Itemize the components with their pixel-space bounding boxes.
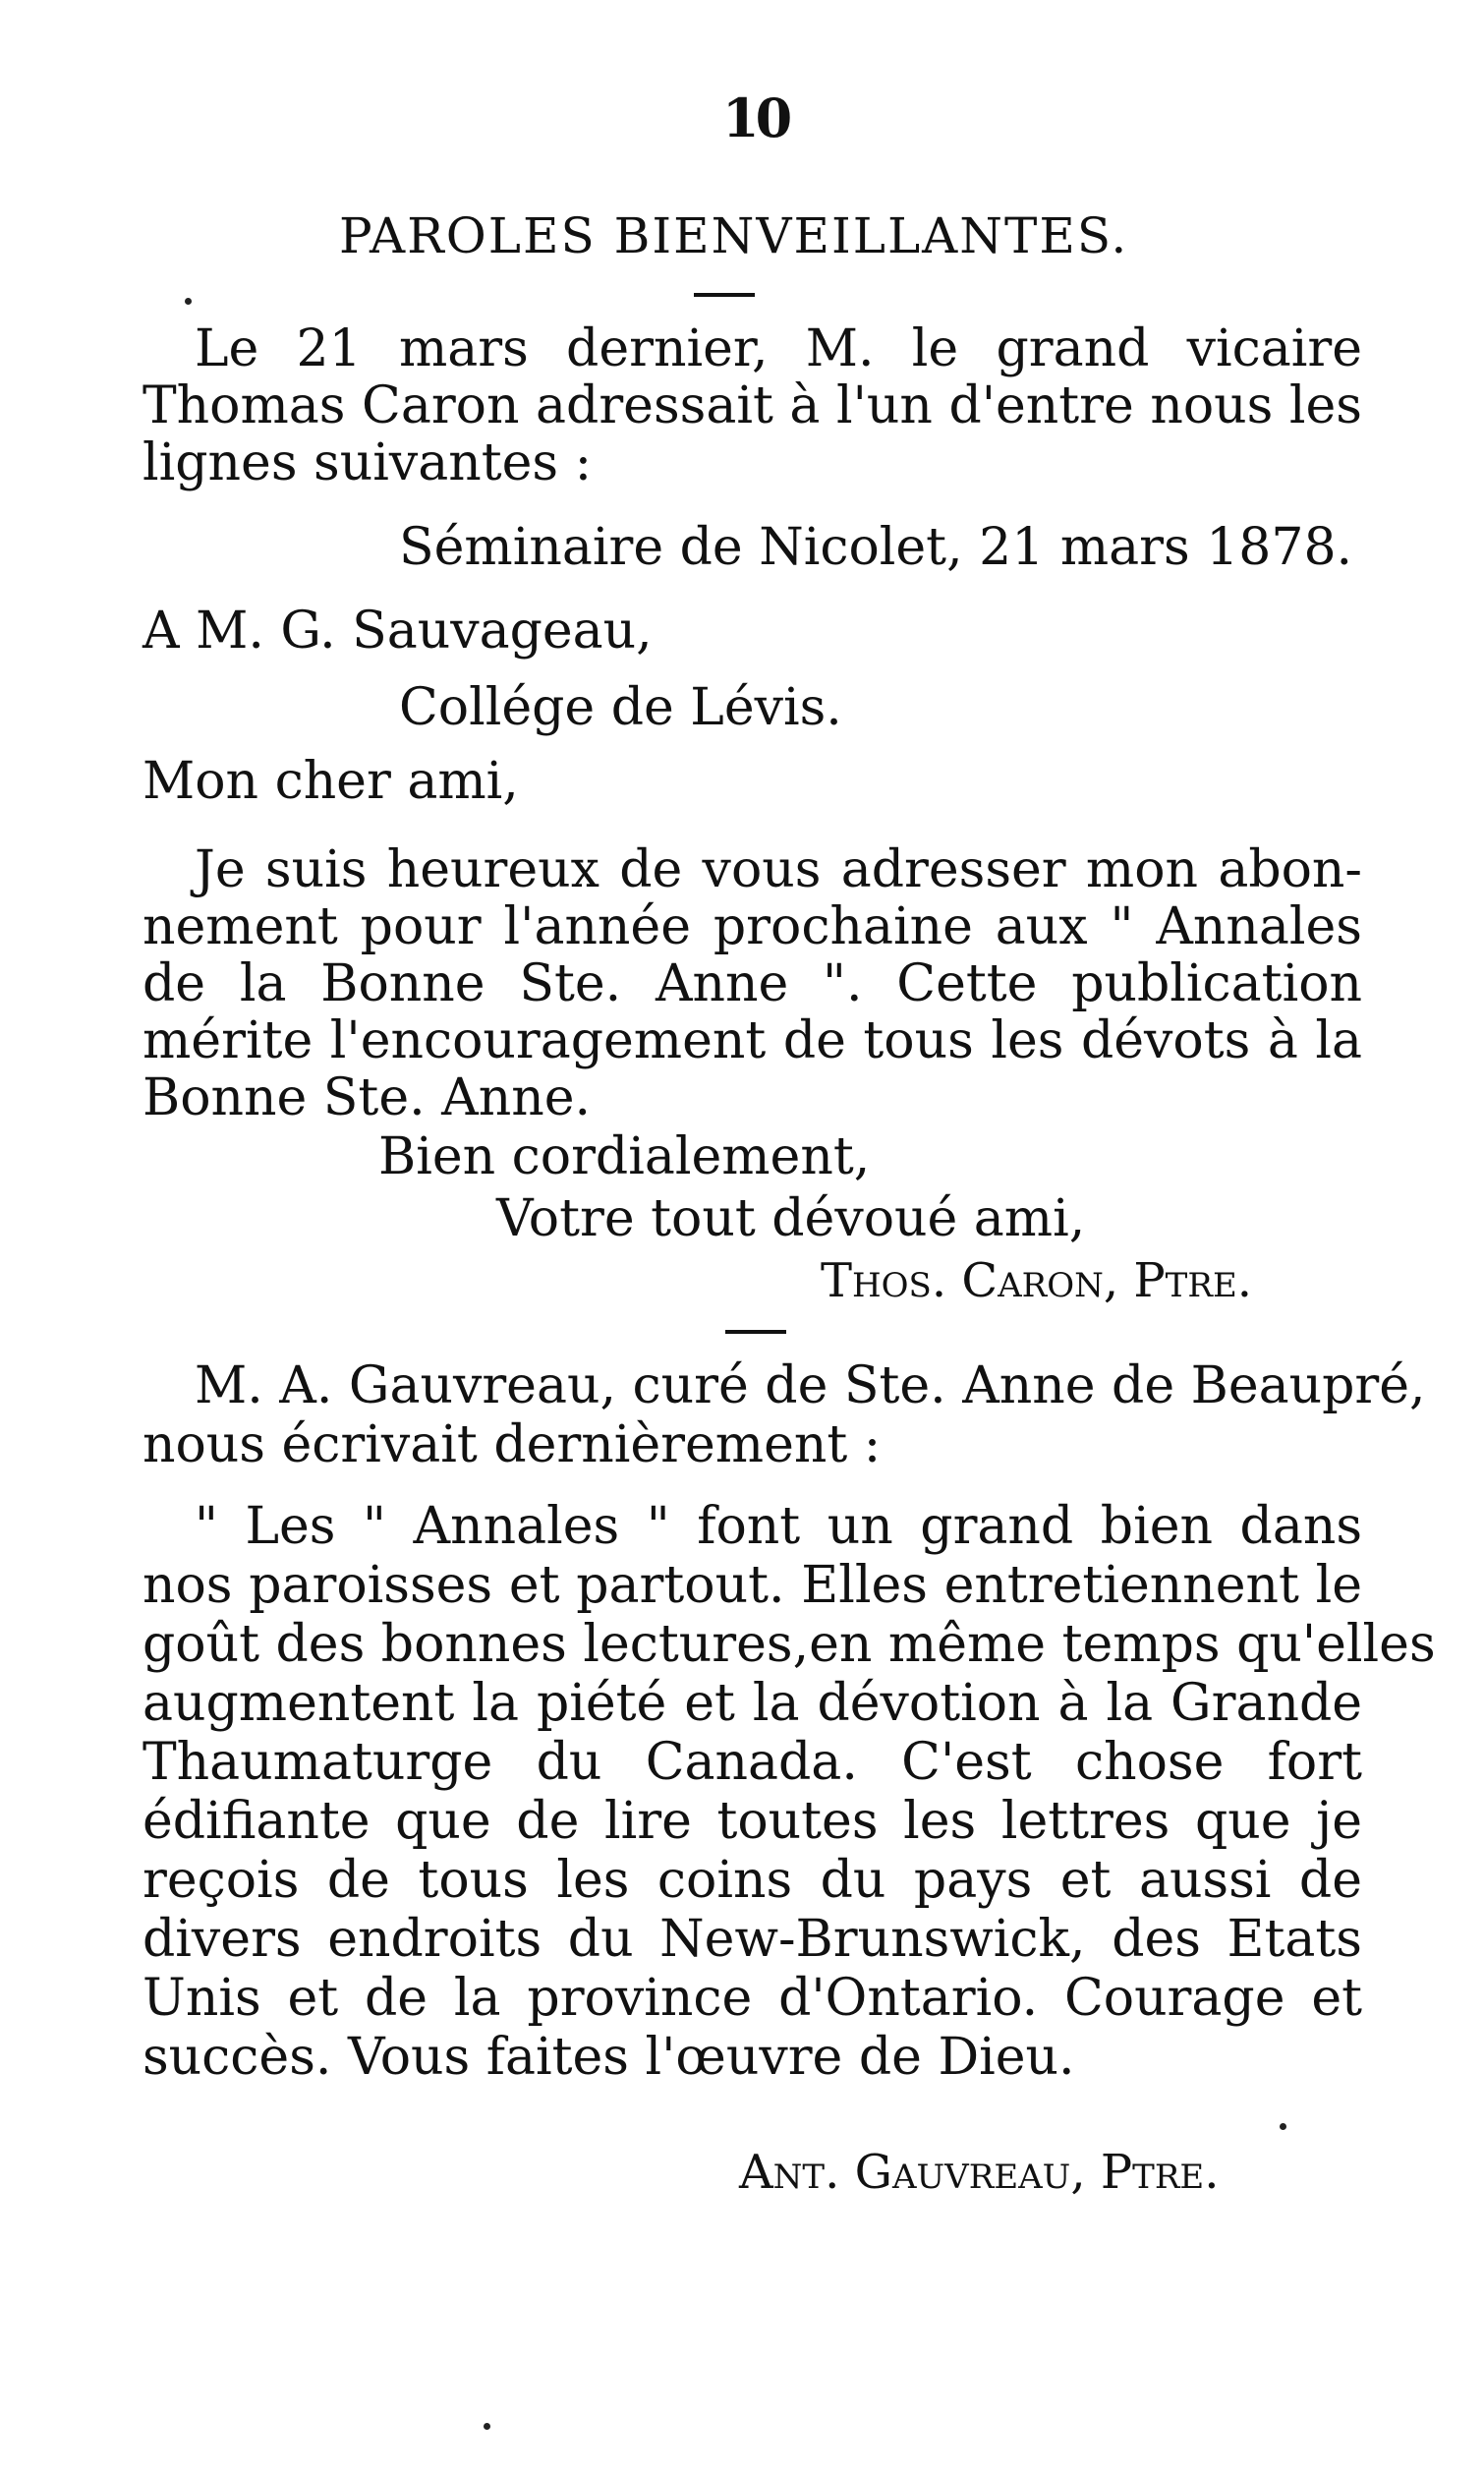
letter-closing: Votre tout dévoué ami, <box>496 1189 1086 1248</box>
letter-signature: Thos. Caron, Ptre. <box>821 1253 1253 1308</box>
letter-recipient-place: Collége de Lévis. <box>399 678 842 737</box>
intro2-line: nous écrivait dernièrement : <box>143 1415 882 1474</box>
letter-place-date: Séminaire de Nicolet, 21 mars 1878. <box>399 518 1353 577</box>
letter-body-line: mérite l'encouragement de tous les dévots à la <box>143 1011 1362 1070</box>
quote-line: " Les " Annales " font un grand bien dans <box>195 1497 1362 1556</box>
letter-body-line: Je suis heureux de vous adresser mon abon- <box>195 840 1362 899</box>
quote-line: goût des bonnes lectures,en même temps qu'elles <box>143 1615 1436 1674</box>
intro2-line: M. A. Gauvreau, curé de Ste. Anne de Beaupré, <box>195 1356 1426 1415</box>
page-number: 10 <box>722 86 789 149</box>
letter-recipient: A M. G. Sauvageau, <box>143 602 653 661</box>
intro-line: lignes suivantes : <box>143 433 593 492</box>
intro-line: Le 21 mars dernier, M. le grand vicaire <box>195 319 1362 378</box>
quote-line: Unis et de la province d'Ontario. Courage et <box>143 1969 1362 2028</box>
letter-body-line: Bonne Ste. Anne. <box>143 1068 591 1127</box>
ink-speck <box>1280 2123 1286 2130</box>
quote-line: reçois de tous les coins du pays et aussi de <box>143 1851 1362 1910</box>
quote-line: divers endroits du New-Brunswick, des Etats <box>143 1910 1362 1969</box>
quote-line: Thaumaturge du Canada. C'est chose fort <box>143 1733 1362 1792</box>
letter-closing: Bien cordialement, <box>378 1127 871 1186</box>
page-title: PAROLES BIENVEILLANTES. <box>339 207 1129 264</box>
section-divider <box>725 1330 786 1334</box>
letter-salutation: Mon cher ami, <box>143 752 519 811</box>
quote-line: succès. Vous faites l'œuvre de Dieu. <box>143 2028 1075 2087</box>
quote-line: nos paroisses et partout. Elles entretiennent le <box>143 1556 1362 1615</box>
quote-signature: Ant. Gauvreau, Ptre. <box>739 2145 1220 2200</box>
ink-speck <box>484 2423 490 2430</box>
letter-body-line: de la Bonne Ste. Anne ". Cette publication <box>143 954 1362 1013</box>
intro-line: Thomas Caron adressait à l'un d'entre nous les <box>143 376 1362 435</box>
section-divider <box>694 293 755 297</box>
quote-line: édifiante que de lire toutes les lettres que je <box>143 1792 1362 1851</box>
letter-body-line: nement pour l'année prochaine aux " Annales <box>143 897 1362 956</box>
ink-speck <box>185 298 192 305</box>
quote-line: augmentent la piété et la dévotion à la Grande <box>143 1674 1362 1733</box>
